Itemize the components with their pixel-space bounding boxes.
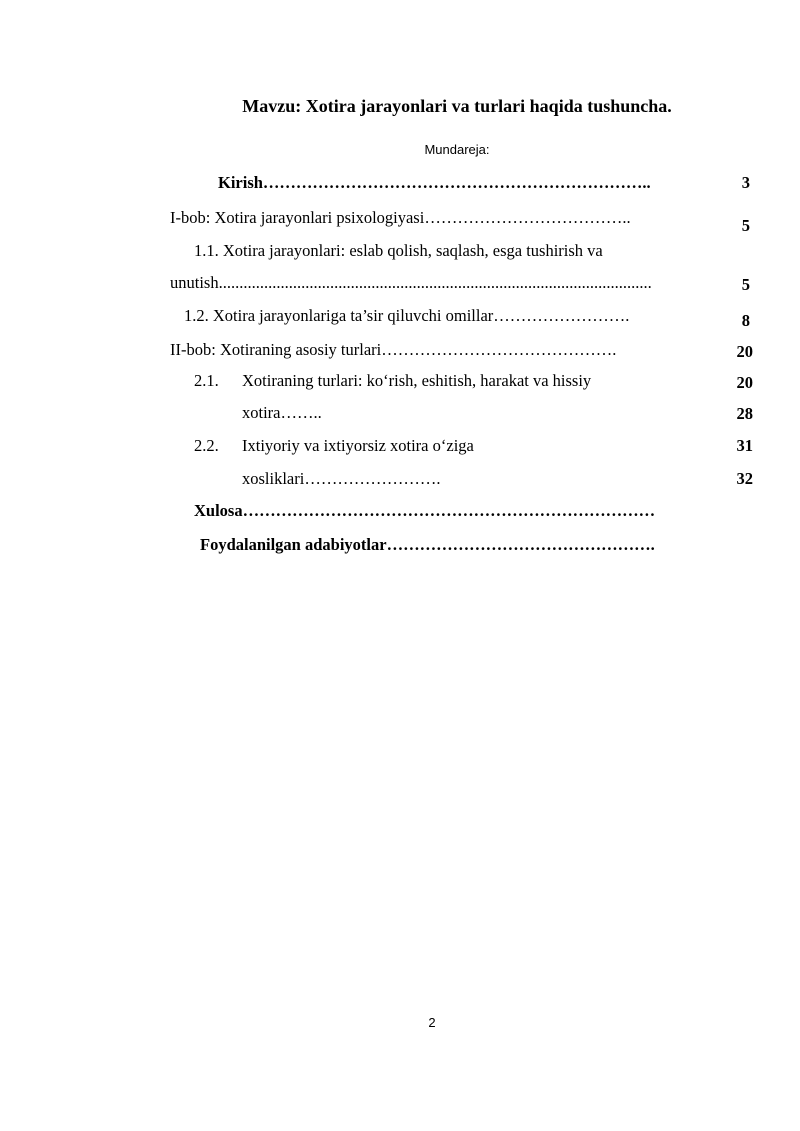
toc-entry-section-2-2-line2: xosliklari…………………….	[242, 469, 441, 488]
toc-entry-section-1-2: 1.2. Xotira jarayonlariga ta’sir qiluvchi omillar…………………….	[184, 306, 630, 325]
toc-entry-chapter-2: II-bob: Xotiraning asosiy turlari…………………………………….	[170, 340, 617, 359]
toc-page-section-2-2-a: 31	[736, 436, 753, 455]
toc-page-section-1-2: 8	[741, 311, 750, 330]
toc-entry-conclusion: Xulosa…………………………………………………………………	[194, 501, 656, 520]
toc-entry-references: Foydalanilgan adabiyotlar………………………………………….	[200, 535, 655, 554]
toc-entry-section-1-1-line2: unutish.........................................................................................................	[170, 273, 652, 292]
toc-section-number-2-2: 2.2.	[194, 436, 219, 455]
toc-entry-section-2-2-line1: Ixtiyoriy va ixtiyorsiz xotira o‘ziga	[242, 436, 474, 455]
toc-entry-section-2-1-line1: Xotiraning turlari: ko‘rish, eshitish, harakat va hissiy	[242, 371, 592, 390]
toc-page-section-2-1-a: 20	[736, 373, 753, 392]
toc-entry-kirish: Kirish……………………………………………………………..	[218, 173, 651, 192]
document-title: Mavzu: Xotira jarayonlari va turlari haqida tushuncha.	[242, 96, 672, 116]
toc-page-kirish: 3	[741, 173, 750, 192]
toc-page-chapter-2: 20	[736, 342, 753, 361]
toc-page-chapter-1: 5	[741, 216, 750, 235]
toc-section-number-2-1: 2.1.	[194, 371, 219, 390]
toc-entry-chapter-1: I-bob: Xotira jarayonlari psixologiyasi………………………………..	[170, 208, 631, 227]
toc-entry-section-2-1-line2: xotira……..	[242, 403, 322, 422]
toc-page-section-1-1: 5	[741, 275, 750, 294]
page-number: 2	[428, 1015, 436, 1030]
toc-entry-section-1-1-line1: 1.1. Xotira jarayonlari: eslab qolish, saqlash, esga tushirish va	[194, 241, 603, 260]
toc-heading: Mundareja:	[424, 142, 490, 157]
toc-page-section-2-2-b: 32	[736, 469, 753, 488]
toc-page-section-2-1-b: 28	[736, 404, 753, 423]
